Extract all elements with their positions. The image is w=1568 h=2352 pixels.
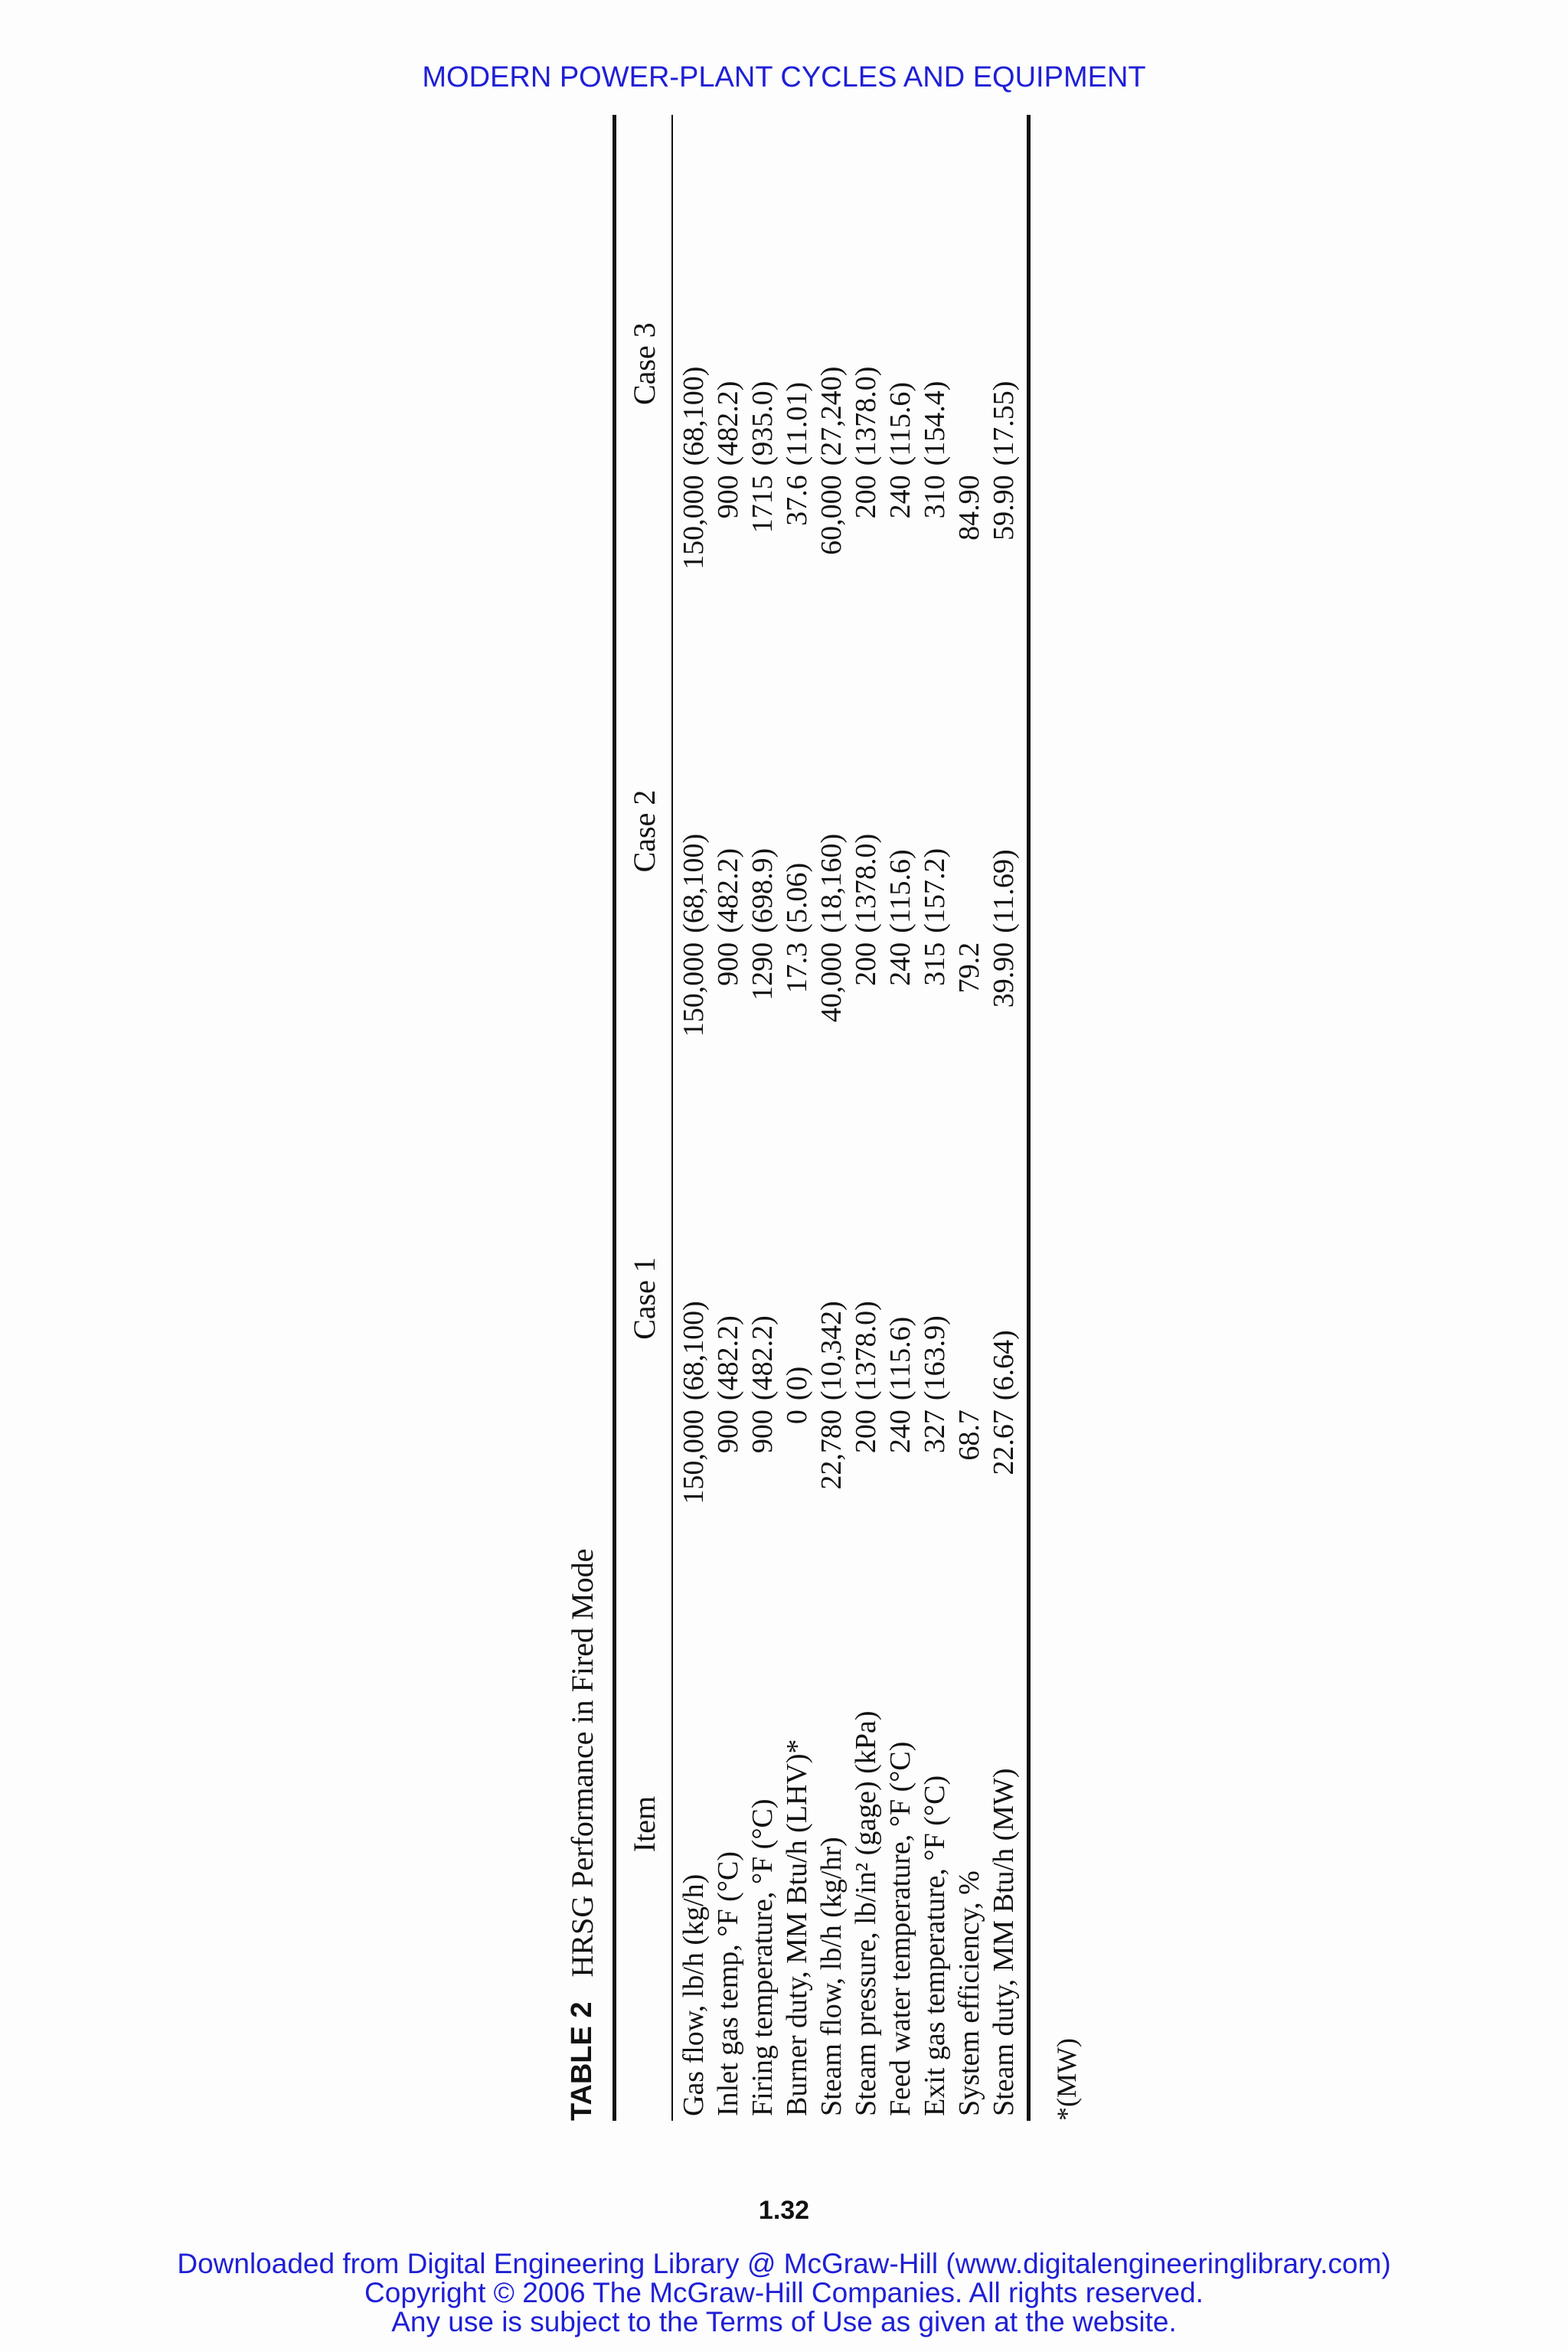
row-item-label: Exit gas temperature, °F (°C) — [918, 1775, 951, 2116]
row-value-case-1 — [952, 1065, 986, 1532]
value-si: (68,100) — [677, 833, 710, 933]
value-si: (115.6) — [884, 381, 916, 466]
value-imperial: 327 — [918, 1410, 951, 1454]
value-imperial: 150,000 — [677, 942, 710, 1037]
row-value-case-3 — [677, 130, 710, 597]
row-value-case-3 — [849, 130, 883, 597]
row-value-case-3 — [815, 130, 848, 597]
value-si: (154.4) — [918, 381, 951, 466]
row-value-case-2 — [884, 597, 917, 1064]
row-item-label: Firing temperature, °F (°C) — [746, 1798, 779, 2116]
row-item-label: Steam flow, lb/h (kg/hr) — [815, 1837, 848, 2116]
running-head: MODERN POWER-PLANT CYCLES AND EQUIPMENT — [422, 61, 1146, 93]
value-imperial: 150,000 — [677, 475, 710, 570]
table-row — [986, 130, 1021, 2121]
row-item-label: Gas flow, lb/h (kg/h) — [677, 1873, 710, 2116]
row-value-case-2 — [849, 597, 883, 1064]
value-si: (27,240) — [815, 366, 848, 466]
table-footnote: *(MW) — [1051, 2038, 1082, 2121]
row-value-case-2 — [711, 597, 745, 1064]
value-si: (935.0) — [746, 381, 779, 466]
value-imperial: 315 — [918, 942, 951, 986]
table-row — [952, 130, 986, 2121]
row-value-case-3 — [884, 130, 917, 597]
table-body — [673, 130, 1021, 2121]
row-value-case-1 — [815, 1065, 848, 1532]
header-case-3: Case 3 — [626, 322, 662, 406]
value-si: (157.2) — [918, 848, 951, 933]
value-imperial: 310 — [918, 475, 951, 519]
table-row — [814, 130, 848, 2121]
value-imperial: 150,000 — [677, 1410, 710, 1504]
value-imperial: 22,780 — [815, 1410, 848, 1490]
value-imperial: 240 — [884, 1410, 916, 1454]
value-imperial: 1290 — [746, 942, 779, 1001]
value-imperial: 200 — [849, 942, 882, 986]
table-row — [883, 130, 917, 2121]
value-si — [952, 466, 986, 475]
value-imperial: 1715 — [746, 475, 779, 534]
value-imperial: 68.7 — [952, 1410, 985, 1461]
row-item-label: Feed water temperature, °F (°C) — [884, 1741, 916, 2116]
row-value-case-2 — [987, 597, 1021, 1064]
value-imperial: 59.90 — [987, 475, 1020, 541]
row-value-case-1 — [677, 1065, 710, 1532]
row-value-case-1 — [780, 1065, 814, 1532]
value-si: (10,342) — [815, 1301, 848, 1401]
row-value-case-3 — [918, 130, 952, 597]
download-notice — [0, 2249, 1568, 2337]
row-value-case-2 — [918, 597, 952, 1064]
value-imperial: 22.67 — [987, 1410, 1020, 1475]
row-item-label: Steam duty, MM Btu/h (MW) — [987, 1768, 1020, 2116]
row-value-case-3 — [780, 130, 814, 597]
row-value-case-3 — [987, 130, 1021, 597]
value-si: (1378.0) — [849, 366, 882, 466]
value-si: (115.6) — [884, 1316, 916, 1401]
download-notice-line: Downloaded from Digital Engineering Library @ McGraw-Hill (www.digitalengineeringlibrary.com) — [177, 2248, 1391, 2279]
header-case-2: Case 2 — [626, 789, 662, 873]
value-si: (11.01) — [780, 381, 813, 466]
copyright-line: Copyright © 2006 The McGraw-Hill Companies. All rights reserved. — [364, 2277, 1204, 2308]
value-imperial: 900 — [711, 942, 744, 986]
page-number: 1.32 — [758, 2196, 810, 2225]
row-item-label: Inlet gas temp, °F (°C) — [711, 1851, 744, 2116]
row-value-case-3 — [746, 130, 779, 597]
rotated-table — [551, 130, 1118, 2121]
value-si: (482.2) — [711, 848, 744, 933]
value-si — [952, 933, 986, 942]
row-value-case-1 — [746, 1065, 779, 1532]
value-si: (68,100) — [677, 366, 710, 466]
table-row — [745, 130, 779, 2121]
value-si: (6.64) — [987, 1330, 1020, 1401]
value-si: (17.55) — [987, 381, 1020, 466]
row-value-case-2 — [952, 597, 986, 1064]
header-item: Item — [626, 1795, 662, 1853]
row-item-label: System efficiency, % — [952, 1870, 985, 2116]
row-value-case-3 — [711, 130, 745, 597]
table-title: HRSG Performance in Fired Mode — [564, 1548, 599, 1978]
value-imperial: 60,000 — [815, 475, 848, 555]
value-si: (68,100) — [677, 1301, 710, 1401]
row-value-case-1 — [711, 1065, 745, 1532]
row-item-label: Burner duty, MM Btu/h (LHV)* — [780, 1739, 813, 2116]
bottom-rule — [1027, 115, 1031, 2121]
value-imperial: 84.90 — [952, 475, 985, 541]
table-row — [710, 130, 745, 2121]
row-value-case-2 — [677, 597, 710, 1064]
value-imperial: 39.90 — [987, 942, 1020, 1008]
row-value-case-3 — [952, 130, 986, 597]
value-si: (1378.0) — [849, 1301, 882, 1401]
table-number: TABLE 2 — [565, 2001, 598, 2121]
value-imperial: 40,000 — [815, 942, 848, 1023]
table-header-row — [616, 130, 671, 2121]
value-imperial: 17.3 — [780, 942, 813, 994]
row-value-case-2 — [780, 597, 814, 1064]
value-si: (5.06) — [780, 862, 813, 933]
row-item-label: Steam pressure, lb/in² (gage) (kPa) — [849, 1710, 882, 2116]
value-si: (482.2) — [711, 1315, 744, 1401]
value-imperial: 0 — [780, 1410, 813, 1425]
terms-line: Any use is subject to the Terms of Use as given at the website. — [391, 2306, 1177, 2337]
table-row — [676, 130, 710, 2121]
row-value-case-2 — [815, 597, 848, 1064]
table-caption — [551, 130, 612, 2121]
header-case-1: Case 1 — [626, 1257, 662, 1340]
value-si: (18,160) — [815, 833, 848, 933]
value-si: (482.2) — [746, 1315, 779, 1401]
value-imperial: 200 — [849, 475, 882, 519]
value-si — [952, 1400, 986, 1410]
value-imperial: 240 — [884, 942, 916, 986]
value-imperial: 79.2 — [952, 942, 985, 994]
value-si: (698.9) — [746, 848, 779, 933]
value-imperial: 900 — [746, 1410, 779, 1454]
value-imperial: 240 — [884, 475, 916, 519]
table-row — [848, 130, 883, 2121]
row-value-case-1 — [849, 1065, 883, 1532]
value-si: (482.2) — [711, 381, 744, 466]
value-si: (163.9) — [918, 1315, 951, 1401]
row-value-case-2 — [746, 597, 779, 1064]
value-imperial: 900 — [711, 475, 744, 519]
value-si: (1378.0) — [849, 833, 882, 933]
row-value-case-1 — [918, 1065, 952, 1532]
row-value-case-1 — [884, 1065, 917, 1532]
value-si: (115.6) — [884, 849, 916, 933]
value-si: (11.69) — [987, 849, 1020, 933]
table-row — [917, 130, 952, 2121]
value-imperial: 37.6 — [780, 475, 813, 526]
value-imperial: 200 — [849, 1410, 882, 1454]
value-imperial: 900 — [711, 1410, 744, 1454]
value-si: (0) — [780, 1366, 813, 1401]
row-value-case-1 — [987, 1065, 1021, 1532]
table-row — [779, 130, 814, 2121]
